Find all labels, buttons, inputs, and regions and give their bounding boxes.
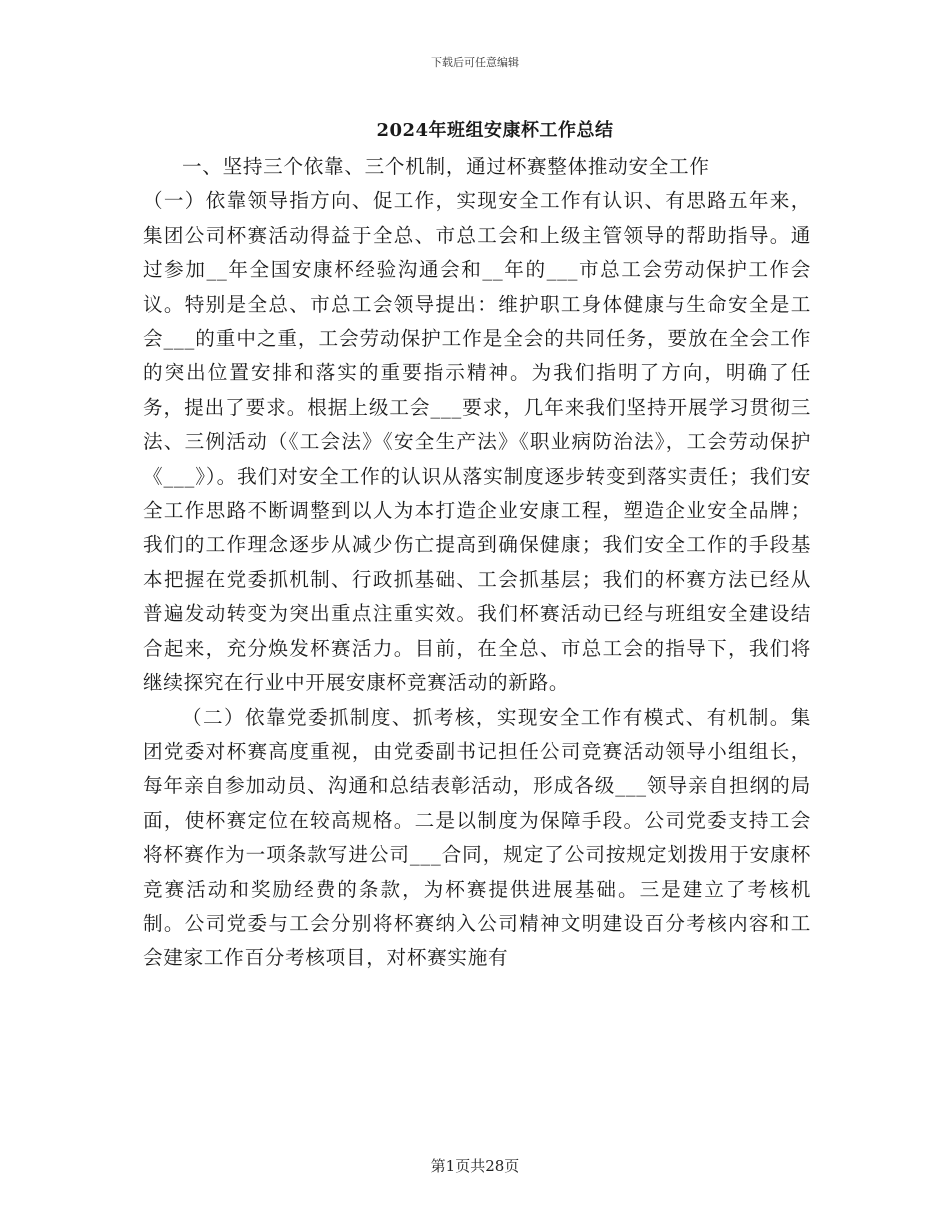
section-heading: 一、坚持三个依靠、三个机制，通过杯赛整体推动安全工作 bbox=[182, 155, 710, 178]
page-number: 第1页共28页 bbox=[430, 1157, 520, 1175]
document-title: 2024年班组安康杯工作总结 bbox=[376, 120, 614, 141]
paragraph-2: （二）依靠党委抓制度、抓考核，实现安全工作有模式、有机制。集团党委对杯赛高度重视，由党委副书记担任公司竞赛活动领导小组组长，每年亲自参加动员、沟通和总结表彰活动，形成各级___领导亲自担纲的局面，使杯赛定位在较高规格。二是以制度为保障手段。公司党委支持工会将杯赛作为一项条款写进公司___合同，规定了公司按规定划拨用于安康杯竞赛活动和奖励经费的条款，为杯赛提供进展基础。三是建立了考核机制。公司党委与工会分别将杯赛纳入公司精神文明建设百分考核内容和工会建家工作百分考核项目，对杯赛实施有 bbox=[143, 705, 811, 970]
document-body bbox=[143, 150, 811, 976]
paragraph-1: （一）依靠领导指方向、促工作，实现安全工作有认识、有思路五年来，集团公司杯赛活动得益于全总、市总工会和上级主管领导的帮助指导。通过参加__年全国安康杯经验沟通会和__年的___市总工会劳动保护工作会议。特别是全总、市总工会领导提出：维护职工身体健康与生命安全是工会___的重中之重，工会劳动保护工作是全会的共同任务，要放在全会工作的突出位置安排和落实的重要指示精神。为我们指明了方向，明确了任务，提出了要求。根据上级工会___要求，几年来我们坚持开展学习贯彻三法、三例活动（《工会法》《安全生产法》《职业病防治法》，工会劳动保护《___》）。我们对安全工作的认识从落实制度逐步转变到落实责任；我们安全工作思路不断调整到以人为本打造企业安康工程，塑造企业安全品牌；我们的工作理念逐步从减少伤亡提高到确保健康；我们安全工作的手段基本把握在党委抓机制、行政抓基础、工会抓基层；我们的杯赛方法已经从普遍发动转变为突出重点注重实效。我们杯赛活动已经与班组安全建设结合起来，充分焕发杯赛活力。目前，在全总、市总工会的指导下，我们将继续探究在行业中开展安康杯竞赛活动的新路。 bbox=[143, 189, 811, 695]
header-note: 下载后可任意编辑 bbox=[431, 56, 519, 69]
